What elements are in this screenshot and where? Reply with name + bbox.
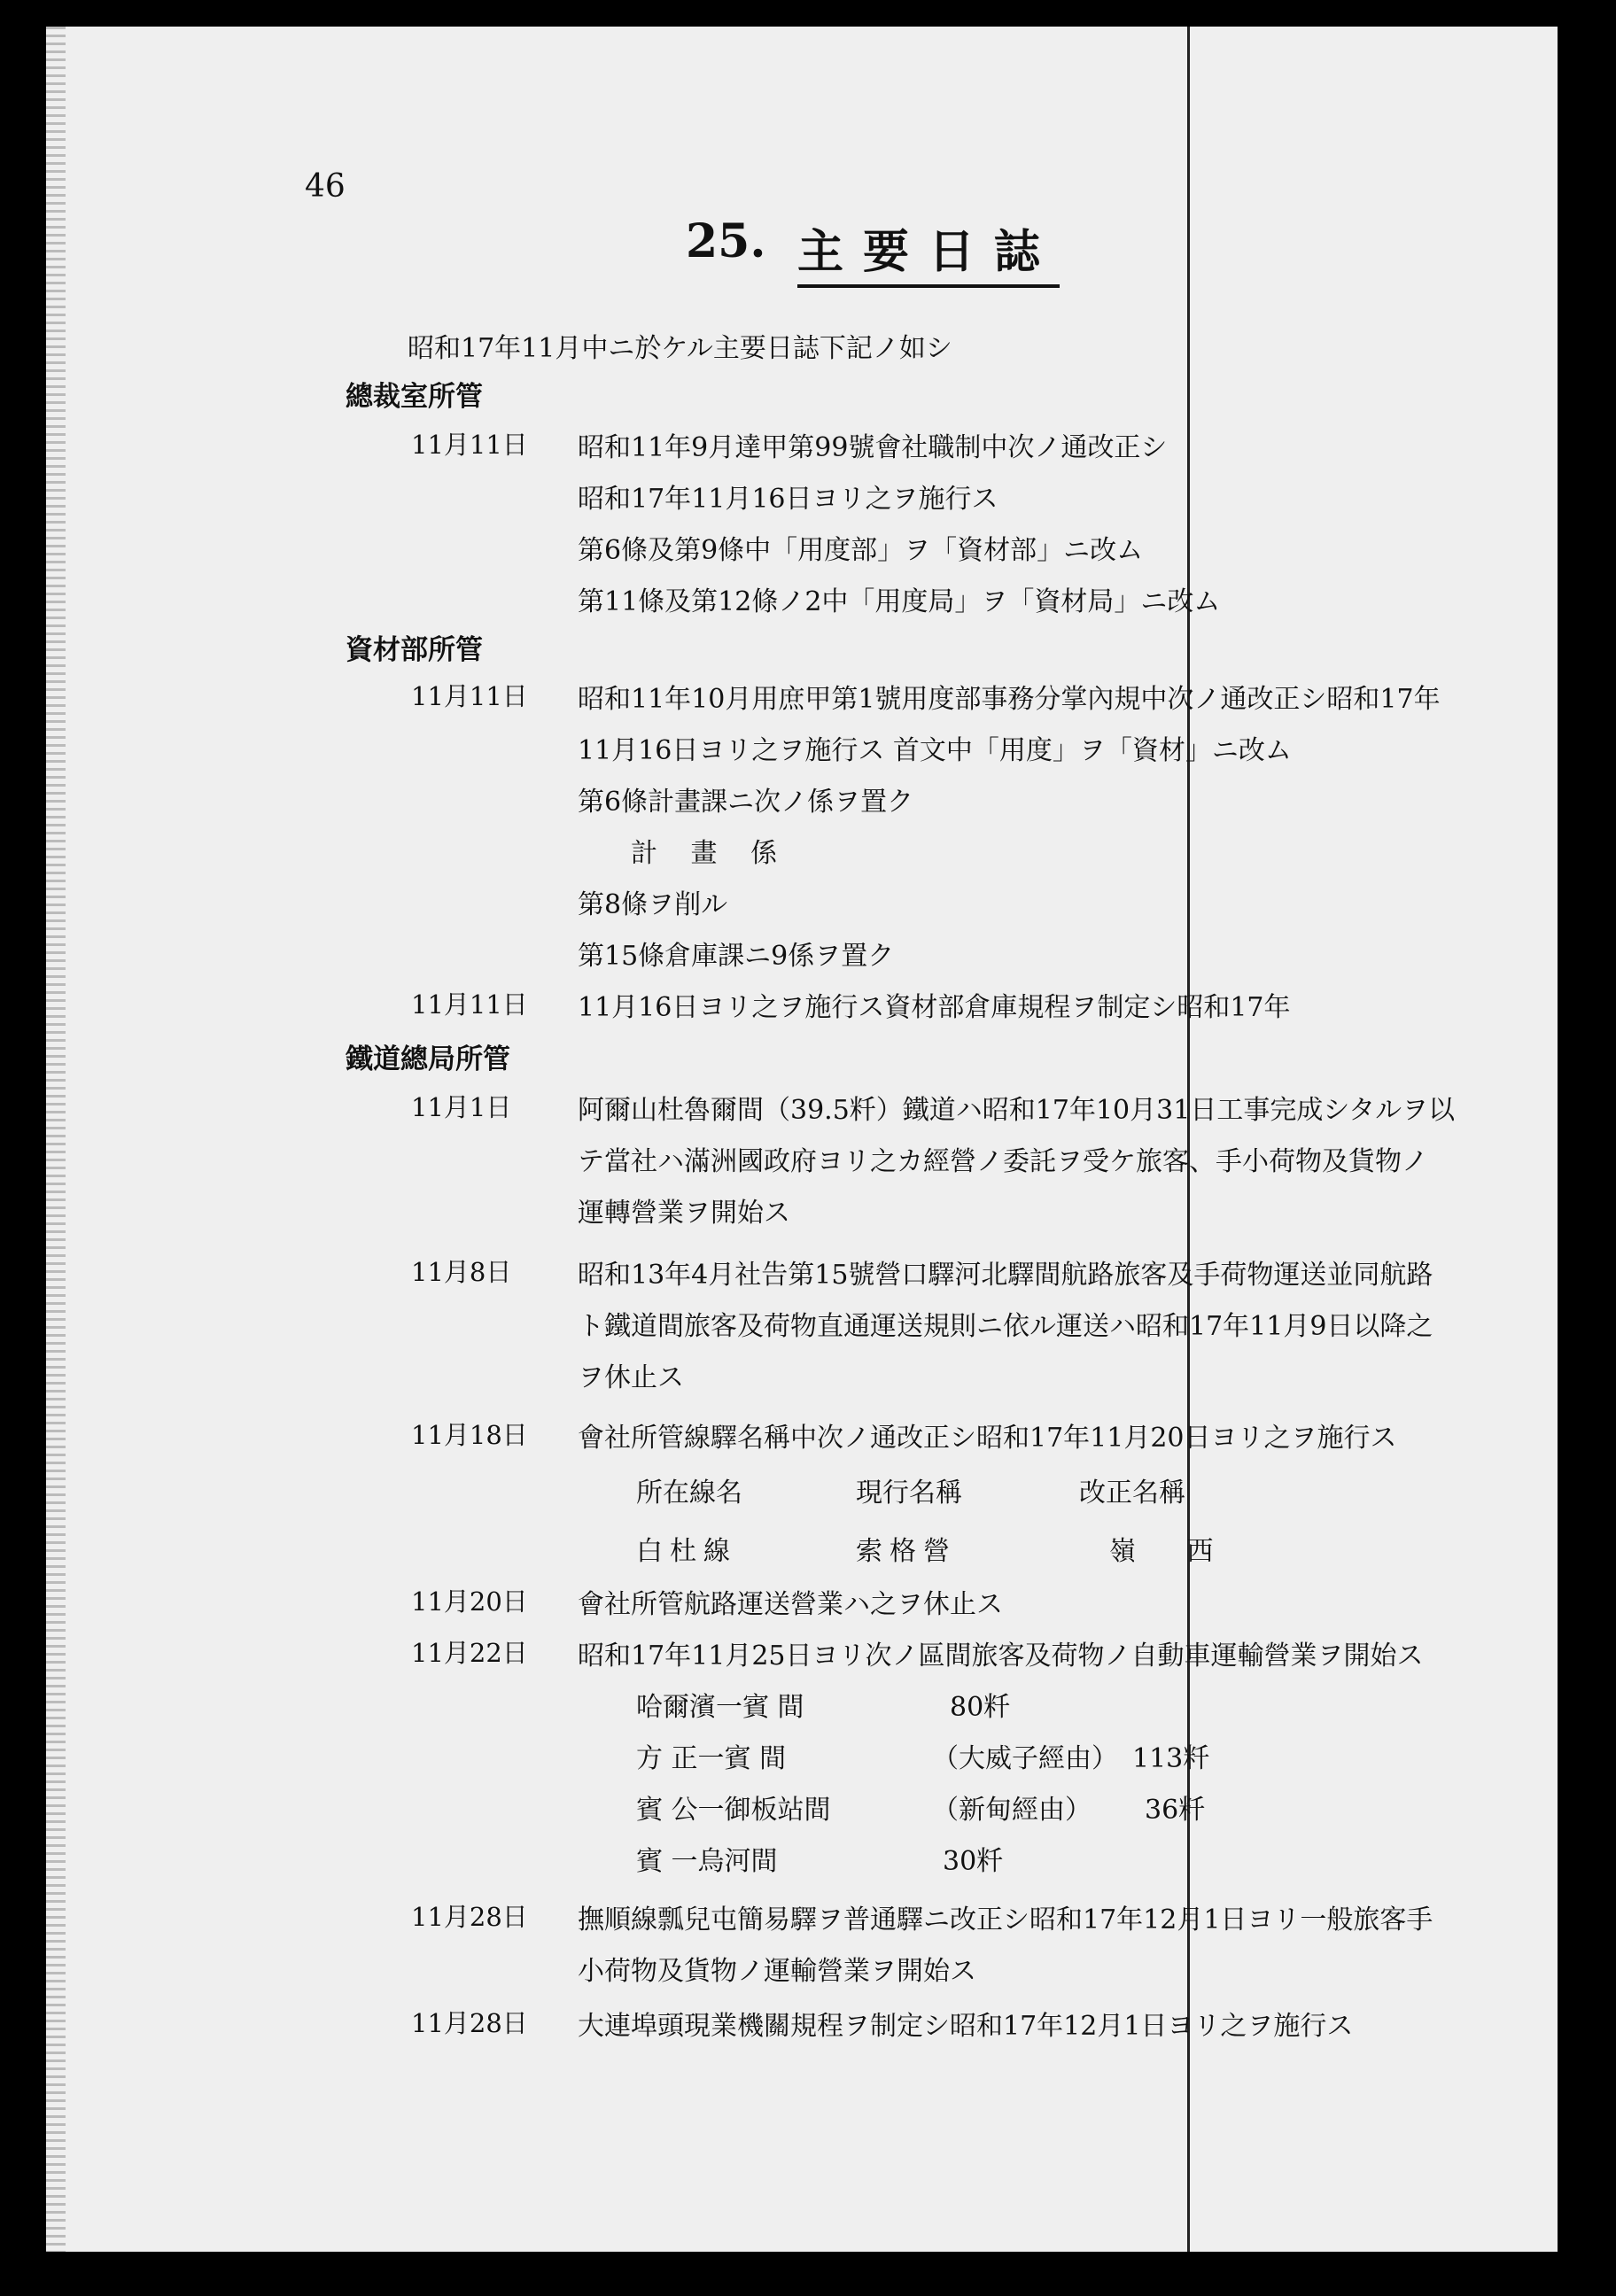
page-number: 46 <box>305 168 346 205</box>
entry-date: 11月11日 <box>411 430 528 460</box>
entry-date: 11月11日 <box>411 989 528 1020</box>
table-cell: 索格營 <box>856 1536 957 1567</box>
entry-line: 昭和17年11月16日ヨリ之ヲ施行ス <box>578 484 998 515</box>
table-header: 現行名稱 <box>856 1478 962 1509</box>
entry-line: ヲ休止ス <box>578 1362 684 1393</box>
title-number: 25. <box>686 214 766 268</box>
table-cell: 白杜線 <box>636 1536 737 1567</box>
entry-line: 第11條及第12條ノ2中「用度局」ヲ「資材局」ニ改ム <box>578 586 1221 617</box>
entry-line: 昭和13年4月社告第15號營口驛河北驛間航路旅客及手荷物運送並同航路 <box>578 1260 1433 1291</box>
table-header: 所在線名 <box>636 1478 742 1509</box>
entry-line: 小荷物及貨物ノ運輸營業ヲ開始ス <box>578 1956 976 1987</box>
route-name: 哈爾濱一賓 間 <box>636 1692 804 1723</box>
entry-line: 昭和11年10月用庶甲第1號用度部事務分掌內規中次ノ通改正シ昭和17年 <box>578 684 1441 715</box>
entry-line: 會社所管線驛名稱中次ノ通改正シ昭和17年11月20日ヨリ之ヲ施行ス <box>578 1423 1397 1454</box>
binding-edge <box>46 27 66 2252</box>
intro-text: 昭和17年11月中ニ於ケル主要日誌下記ノ如シ <box>408 333 952 364</box>
entry-date: 11月22日 <box>411 1638 528 1668</box>
entry-line: 11月16日ヨリ之ヲ施行ス 首文中「用度」ヲ「資材」ニ改ム <box>578 735 1292 766</box>
table-header: 改正名稱 <box>1079 1478 1185 1509</box>
entry-line: 第6條及第9條中「用度部」ヲ「資材部」ニ改ム <box>578 535 1144 566</box>
entry-line: 昭和11年9月達甲第99號會社職制中次ノ通改正シ <box>578 432 1168 463</box>
route-distance: 30粁 <box>943 1846 1004 1877</box>
entry-line: ト鐵道間旅客及荷物直通運送規則ニ依ル運送ハ昭和17年11月9日以降之 <box>578 1311 1433 1342</box>
entry-line: 第8條ヲ削ル <box>578 889 728 920</box>
table-cell: 嶺 西 <box>1109 1536 1235 1567</box>
entry-line: 計 畫 係 <box>631 838 790 869</box>
page-title: 主要日誌 <box>797 214 1060 288</box>
entry-date: 11月28日 <box>411 1902 528 1932</box>
entry-line: 第6條計畫課ニ次ノ係ヲ置ク <box>578 787 914 818</box>
entry-date: 11月1日 <box>411 1092 512 1122</box>
entry-line: 昭和17年11月25日ヨリ次ノ區間旅客及荷物ノ自動車運輸營業ヲ開始ス <box>578 1641 1424 1672</box>
entry-line: 第15條倉庫課ニ9係ヲ置ク <box>578 941 895 972</box>
entry-line: 大連埠頭現業機關規程ヲ制定シ昭和17年12月1日ヨリ之ヲ施行ス <box>578 2011 1354 2042</box>
entry-line: 11月16日ヨリ之ヲ施行ス資材部倉庫規程ヲ制定シ昭和17年 <box>578 992 1291 1023</box>
entry-line: 撫順線瓢兒屯簡易驛ヲ普通驛ニ改正シ昭和17年12月1日ヨリ一般旅客手 <box>578 1904 1433 1935</box>
route-via: （新甸經由） <box>932 1795 1092 1826</box>
route-name: 賓 一烏河間 <box>636 1846 778 1877</box>
section-heading: 資材部所管 <box>346 634 483 666</box>
entry-date: 11月8日 <box>411 1257 512 1287</box>
route-distance: 80粁 <box>950 1692 1011 1723</box>
entry-line: 阿爾山杜魯爾間（39.5粁）鐵道ハ昭和17年10月31日工事完成シタルヲ以 <box>578 1095 1456 1126</box>
route-via: （大威子經由） <box>932 1743 1118 1774</box>
document-page <box>46 27 1558 2252</box>
entry-date: 11月20日 <box>411 1586 528 1617</box>
entry-date: 11月28日 <box>411 2008 528 2038</box>
section-heading: 鐵道總局所管 <box>346 1043 510 1075</box>
route-name: 方 正一賓 間 <box>636 1743 787 1774</box>
route-name: 賓 公一御板站間 <box>636 1795 831 1826</box>
entry-date: 11月18日 <box>411 1420 528 1450</box>
route-distance: 113粁 <box>1132 1743 1210 1774</box>
section-heading: 總裁室所管 <box>346 381 483 413</box>
route-distance: 36粁 <box>1145 1795 1206 1826</box>
entry-line: テ當社ハ滿洲國政府ヨリ之カ經營ノ委託ヲ受ケ旅客、手小荷物及貨物ノ <box>578 1146 1428 1177</box>
entry-line: 會社所管航路運送營業ハ之ヲ休止ス <box>578 1589 1003 1620</box>
entry-date: 11月11日 <box>411 681 528 711</box>
entry-line: 運轉營業ヲ開始ス <box>578 1198 790 1229</box>
